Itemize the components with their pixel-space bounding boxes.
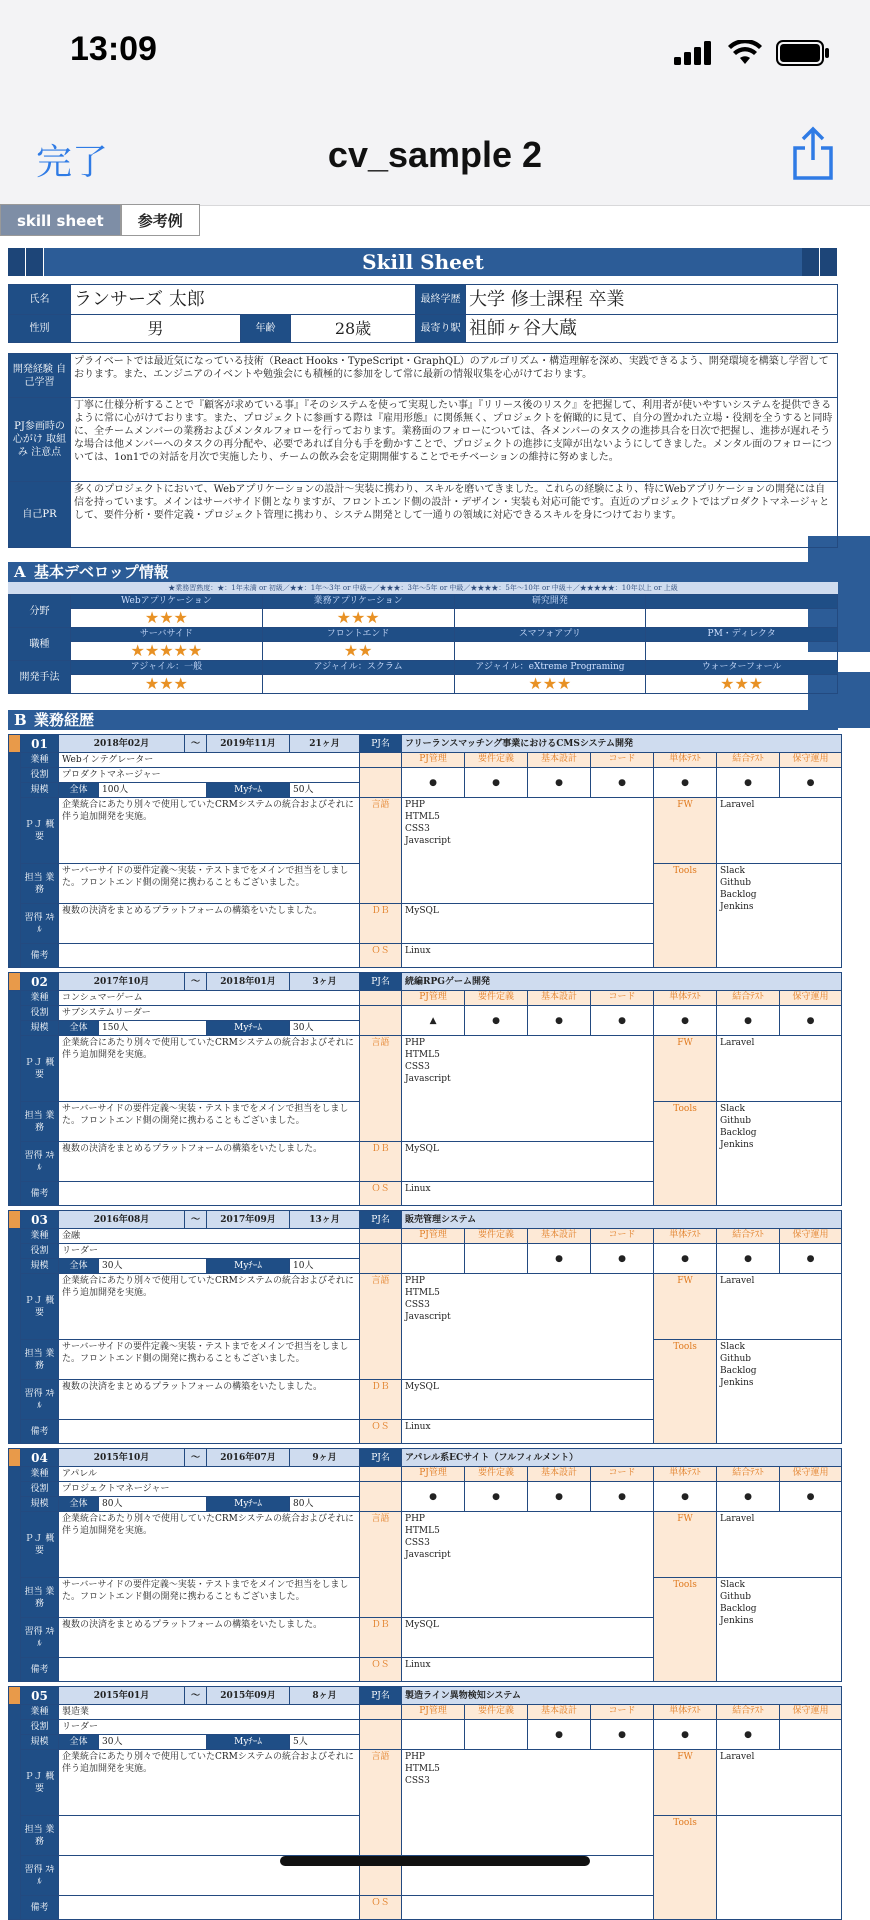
list-item: Javascript xyxy=(405,836,451,846)
list-item: Jenkins xyxy=(720,1140,754,1150)
intro-table xyxy=(8,353,838,548)
project-industry: 金融 xyxy=(59,1229,360,1244)
phase-label: 保守運用 xyxy=(780,1229,842,1244)
list-item: PHP xyxy=(405,800,425,810)
phase-label: 要件定義 xyxy=(465,753,528,768)
project-duration: 13ヶ月 xyxy=(290,1211,360,1229)
list-item: Jenkins xyxy=(720,1378,754,1388)
project-database: MySQL xyxy=(402,904,654,944)
phase-label: 基本設計 xyxy=(528,753,591,768)
project-framework: Laravel xyxy=(717,1036,842,1102)
project-industry: Webインテグレーター xyxy=(59,753,360,768)
phase-label: 結合ﾃｽﾄ xyxy=(717,991,780,1006)
project-number: 02 xyxy=(21,973,59,991)
phase-label: PJ管理 xyxy=(402,1705,465,1720)
skill-stars: ★★★ xyxy=(71,675,263,694)
project-team-size: 30人 xyxy=(290,1021,360,1036)
done-button[interactable]: 完了 xyxy=(36,141,109,182)
project-tools xyxy=(717,1102,842,1206)
skill-name xyxy=(646,595,838,609)
list-item: PHP xyxy=(405,1038,425,1048)
share-icon xyxy=(790,126,836,182)
project-os: Linux xyxy=(402,1658,654,1682)
name-value: ランサーズ 太郎 xyxy=(71,285,416,315)
phase-mark: ● xyxy=(717,1482,780,1512)
skill-table xyxy=(8,594,838,694)
phase-label: 基本設計 xyxy=(528,991,591,1006)
phase-label: 結合ﾃｽﾄ xyxy=(717,1467,780,1482)
project-name: 続編RPGゲーム開発 xyxy=(402,973,842,991)
education-value: 大学 修士課程 卒業 xyxy=(466,285,838,315)
phase-label: 保守運用 xyxy=(780,991,842,1006)
project-note xyxy=(59,1658,360,1682)
age-label: 年齢 xyxy=(241,315,291,343)
list-item: CSS3 xyxy=(405,1776,430,1786)
phase-label: 要件定義 xyxy=(465,1705,528,1720)
intro-text: 丁寧に仕様分析することで『顧客が求めている事』『そのシステムを使って実現したい事』『リリース後のリスク』を把握して、利用者が使いやすいシステムを提供できるように常に心がけております。また、プロジェクトに参画する際は『雇用形態』に関係無く、プロジェクトを俯瞰的に見て、自分の置かれた立場・役割を全うすると同時に、全チームメンバーの業務およびメンタルフォローを行っております。業務面のフォローについては、各メンバーのタスクの進捗具合を日次で把握し、進捗が遅れそうな場合は他メンバーへのタスクの再分配や、必要であれば自分も手を動かすことで、プロジェクトの進捗に支障が出ないようにしてきました。メンタル面のフォローについては、1on1での対話を月次で実施したり、チームの飲み会を定期開催することでモチベーションの維持に努めました。 xyxy=(71,398,838,482)
phase-mark: ● xyxy=(528,768,591,798)
list-item: HTML5 xyxy=(405,1764,440,1774)
status-bar xyxy=(0,0,870,108)
project-industry: アパレル xyxy=(59,1467,360,1482)
project-duty: サーバーサイドの要件定義〜実装・テストまでをメインで担当をしました。フロントエンド側の開発に携わることもございました。 xyxy=(59,864,360,904)
project-total-size: 80人 xyxy=(99,1497,207,1512)
project-number: 01 xyxy=(21,735,59,753)
list-item: CSS3 xyxy=(405,824,430,834)
skill-stars xyxy=(454,642,646,661)
name-label: 氏名 xyxy=(9,285,71,315)
phase-label: 保守運用 xyxy=(780,1705,842,1720)
skill-name: フロントエンド xyxy=(262,628,454,642)
project-marker xyxy=(9,973,21,991)
list-item: PHP xyxy=(405,1752,425,1762)
project-database: MySQL xyxy=(402,1618,654,1658)
phase-mark: ● xyxy=(717,1006,780,1036)
phase-mark: ● xyxy=(654,768,717,798)
intro-text: プライベートでは最近気になっている技術（React Hooks・TypeScript・GraphQL）のアルゴリズム・構造理解を深め、実践できるよう、開発環境を構築し学習しております。また、エンジニアのイベントや勉強会にも積極的に参加をして常に最新の情報収集を心がけております。 xyxy=(71,354,838,398)
project-start: 2018年02月 xyxy=(59,735,185,753)
project-framework: Laravel xyxy=(717,798,842,864)
project-team-size: 5人 xyxy=(290,1735,360,1750)
list-item: PHP xyxy=(405,1514,425,1524)
phase-mark: ● xyxy=(528,1006,591,1036)
sheet-title: Skill Sheet xyxy=(362,250,484,274)
project-os: Linux xyxy=(402,944,654,968)
project-name: 製造ライン異物検知システム xyxy=(402,1687,842,1705)
project-list xyxy=(8,734,838,1920)
wifi-icon xyxy=(728,40,762,66)
list-item: Slack xyxy=(720,1580,745,1590)
project-tools xyxy=(717,1340,842,1444)
list-item: HTML5 xyxy=(405,812,440,822)
project-name: アパレル系ECサイト（フルフィルメント） xyxy=(402,1449,842,1467)
project-duration: 21ヶ月 xyxy=(290,735,360,753)
skill-stars: ★★★ xyxy=(262,609,454,628)
phase-label: PJ管理 xyxy=(402,753,465,768)
project-learned-skill: 複数の決済をまとめるプラットフォームの構築をいたしました。 xyxy=(59,1380,360,1420)
list-item: Javascript xyxy=(405,1312,451,1322)
battery-icon xyxy=(776,40,830,66)
skill-stars xyxy=(646,642,838,661)
phase-label: コード xyxy=(591,1467,654,1482)
skill-stars: ★★★ xyxy=(71,609,263,628)
phase-mark: ● xyxy=(591,768,654,798)
project-total-size: 100人 xyxy=(99,783,207,798)
list-item: Backlog xyxy=(720,890,757,900)
project-end: 2019年11月 xyxy=(207,735,290,753)
project-total-size: 30人 xyxy=(99,1735,207,1750)
project-number: 05 xyxy=(21,1687,59,1705)
phase-mark xyxy=(402,1720,465,1750)
project-languages xyxy=(402,1750,654,1856)
list-item: Javascript xyxy=(405,1074,451,1084)
phase-mark: ● xyxy=(465,1006,528,1036)
project-block: 05 2015年01月 〜 2015年09月 8ヶ月 PJ名 製造ライン異物検知システム 業種 製造業 PJ管理 要件定義 基本設計 コード 単体ﾃｽﾄ 結合ﾃｽﾄ 保守運用 役割 リーダー ● ● ● ● 規模 全体 30人 Myﾁｰﾑ 5人 ＰＪ 概要 企業統合にあたり別々で使用していたCRMシステムの統合およびそれに伴う追加開発を実施。 言語 PHP HTML5 CSS3 FW Laravel 担当 業務 Tools 習得 ｽｷﾙ 備考 ＯＳ xyxy=(8,1686,842,1920)
skill-name: アジャイル：eXtreme Programing xyxy=(454,661,646,675)
phase-label: 要件定義 xyxy=(465,1467,528,1482)
skill-name: スマフォアプリ xyxy=(454,628,646,642)
project-languages xyxy=(402,798,654,904)
phase-label: PJ管理 xyxy=(402,991,465,1006)
phase-label: 保守運用 xyxy=(780,753,842,768)
tab-example[interactable]: 参考例 xyxy=(121,204,200,236)
list-item: PHP xyxy=(405,1276,425,1286)
section-b-title: 業務経歴 xyxy=(34,711,95,729)
project-role: サブシステムリーダー xyxy=(59,1006,360,1021)
project-overview: 企業統合にあたり別々で使用していたCRMシステムの統合およびそれに伴う追加開発を実施。 xyxy=(59,1750,360,1816)
document-title: cv_sample 2 xyxy=(327,134,543,175)
project-marker xyxy=(9,1211,21,1229)
project-tools xyxy=(717,864,842,968)
phase-label: コード xyxy=(591,1705,654,1720)
project-role: リーダー xyxy=(59,1244,360,1259)
project-languages xyxy=(402,1036,654,1142)
project-total-size: 30人 xyxy=(99,1259,207,1274)
list-item: Github xyxy=(720,878,752,888)
home-indicator xyxy=(280,1856,590,1866)
project-tools xyxy=(717,1578,842,1682)
phase-mark: ● xyxy=(717,1720,780,1750)
phase-label: 保守運用 xyxy=(780,1467,842,1482)
skill-stars xyxy=(262,675,454,694)
list-item: Backlog xyxy=(720,1366,757,1376)
skill-name: アジャイル：スクラム xyxy=(262,661,454,675)
phase-label: コード xyxy=(591,991,654,1006)
list-item: Javascript xyxy=(405,1550,451,1560)
project-block: 04 2015年10月 〜 2016年07月 9ヶ月 PJ名 アパレル系ECサイト（フルフィルメント） 業種 アパレル PJ管理 要件定義 基本設計 コード 単体ﾃｽﾄ 結合ﾃｽﾄ 保守運用 役割 プロジェクトマネージャー ● ● ● ● ● ● ● 規模 全体 80人 Myﾁｰﾑ 80人 ＰＪ 概要 企業統合にあたり別々で使用していたCRMシステムの統合およびそれに伴う追加開発を実施。 言語 PHP HTML5 CSS3 Javascript FW Laravel 担当 業務 サーバーサイドの要件定義〜実装・テストまでをメインで担当をしました。フロントエンド側の開発に携わることもございました。 Tools Slack Github Backlog Jenkins 習得 ｽｷﾙ 複数の決済をまとめるプラットフォームの構築をいたしました。 ＤＢ MySQL 備考 ＯＳ Linux xyxy=(8,1448,842,1682)
skill-row-label: 開発手法 xyxy=(9,661,71,694)
gender-label: 性別 xyxy=(9,315,71,343)
skill-stars: ★★★ xyxy=(454,675,646,694)
project-overview: 企業統合にあたり別々で使用していたCRMシステムの統合およびそれに伴う追加開発を実施。 xyxy=(59,1274,360,1340)
project-start: 2015年01月 xyxy=(59,1687,185,1705)
phase-mark: ● xyxy=(654,1720,717,1750)
project-block: 01 2018年02月 〜 2019年11月 21ヶ月 PJ名 フリーランスマッチング事業におけるCMSシステム開発 業種 Webインテグレーター PJ管理 要件定義 基本設計 コード 単体ﾃｽﾄ 結合ﾃｽﾄ 保守運用 役割 プロダクトマネージャー ● ● ● ● ● ● ● 規模 全体 100人 Myﾁｰﾑ 50人 ＰＪ 概要 企業統合にあたり別々で使用していたCRMシステムの統合およびそれに伴う追加開発を実施。 言語 PHP HTML5 CSS3 Javascript FW Laravel 担当 業務 サーバーサイドの要件定義〜実装・テストまでをメインで担当をしました。フロントエンド側の開発に携わることもございました。 Tools Slack Github Backlog Jenkins 習得 ｽｷﾙ 複数の決済をまとめるプラットフォームの構築をいたしました。 ＤＢ MySQL 備考 ＯＳ Linux xyxy=(8,734,842,968)
project-os xyxy=(402,1896,654,1920)
project-framework: Laravel xyxy=(717,1512,842,1578)
project-industry: コンシュマーゲーム xyxy=(59,991,360,1006)
status-time: 13:09 xyxy=(70,30,157,68)
profile-table xyxy=(8,284,838,343)
age-value: 28歳 xyxy=(291,315,416,343)
list-item: Github xyxy=(720,1592,752,1602)
skill-row-label: 分野 xyxy=(9,595,71,628)
phase-mark xyxy=(465,1720,528,1750)
skill-stars: ★★ xyxy=(262,642,454,661)
project-note xyxy=(59,1182,360,1206)
project-learned-skill: 複数の決済をまとめるプラットフォームの構築をいたしました。 xyxy=(59,1618,360,1658)
project-note xyxy=(59,944,360,968)
phase-label: 要件定義 xyxy=(465,1229,528,1244)
skill-stars: ★★★★★ xyxy=(71,642,263,661)
project-duty: サーバーサイドの要件定義〜実装・テストまでをメインで担当をしました。フロントエンド側の開発に携わることもございました。 xyxy=(59,1102,360,1142)
phase-label: 単体ﾃｽﾄ xyxy=(654,991,717,1006)
phase-label: 結合ﾃｽﾄ xyxy=(717,753,780,768)
project-industry: 製造業 xyxy=(59,1705,360,1720)
list-item: Jenkins xyxy=(720,902,754,912)
project-role: リーダー xyxy=(59,1720,360,1735)
project-os: Linux xyxy=(402,1420,654,1444)
phase-label: 基本設計 xyxy=(528,1467,591,1482)
list-item: HTML5 xyxy=(405,1050,440,1060)
list-item: Github xyxy=(720,1354,752,1364)
phase-mark: ● xyxy=(402,768,465,798)
phase-label: コード xyxy=(591,1229,654,1244)
list-item: Slack xyxy=(720,1104,745,1114)
project-start: 2016年08月 xyxy=(59,1211,185,1229)
project-block: 03 2016年08月 〜 2017年09月 13ヶ月 PJ名 販売管理システム 業種 金融 PJ管理 要件定義 基本設計 コード 単体ﾃｽﾄ 結合ﾃｽﾄ 保守運用 役割 リーダー ● ● ● ● ● 規模 全体 30人 Myﾁｰﾑ 10人 ＰＪ 概要 企業統合にあたり別々で使用していたCRMシステムの統合およびそれに伴う追加開発を実施。 言語 PHP HTML5 CSS3 Javascript FW Laravel 担当 業務 サーバーサイドの要件定義〜実装・テストまでをメインで担当をしました。フロントエンド側の開発に携わることもございました。 Tools Slack Github Backlog Jenkins 習得 ｽｷﾙ 複数の決済をまとめるプラットフォームの構築をいたしました。 ＤＢ MySQL 備考 ＯＳ Linux xyxy=(8,1210,842,1444)
phase-label: 単体ﾃｽﾄ xyxy=(654,1467,717,1482)
skill-stars xyxy=(454,609,646,628)
list-item: Backlog xyxy=(720,1128,757,1138)
phase-label: 単体ﾃｽﾄ xyxy=(654,1705,717,1720)
project-framework: Laravel xyxy=(717,1274,842,1340)
project-os: Linux xyxy=(402,1182,654,1206)
phase-mark: ● xyxy=(780,1482,842,1512)
phase-mark: ● xyxy=(780,768,842,798)
project-learned-skill: 複数の決済をまとめるプラットフォームの構築をいたしました。 xyxy=(59,1142,360,1182)
intro-label: 開発経験 自己学習 xyxy=(9,354,71,398)
phase-mark: ● xyxy=(528,1244,591,1274)
project-start: 2017年10月 xyxy=(59,973,185,991)
navigation-bar xyxy=(0,108,870,206)
sheet-tabs xyxy=(0,204,200,238)
project-team-size: 50人 xyxy=(290,783,360,798)
section-b-header: B 業務経歴 xyxy=(8,710,838,730)
phase-mark: ● xyxy=(717,768,780,798)
skill-name: サーバサイド xyxy=(71,628,263,642)
skill-legend: ★業務習熟度：★：1年未満 or 初級／★★：1年〜3年 or 中級−／★★★：3年〜5年 or 中級／★★★★：5年〜10年 or 中級＋／★★★★★：10年以上 or 上級 xyxy=(8,582,838,594)
list-item: Slack xyxy=(720,866,745,876)
intro-text: 多くのプロジェクトにおいて、Webアプリケーションの設計〜実装に携わり、スキルを磨いてきました。これらの経験により、特にWebアプリケーションの開発には自信を持っています。メインはサーバサイド側となりますが、フロントエンド側の設計・デザイン・実装も対応可能です。直近のプロジェクトではプロダクトマネージャとして、要件分析・要件定義・プロジェクト管理に携わり、システム開発として一通りの領域に対応できるスキルを身につけております。 xyxy=(71,482,838,548)
phase-mark: ▲ xyxy=(402,1006,465,1036)
project-database: MySQL xyxy=(402,1142,654,1182)
list-item: Github xyxy=(720,1116,752,1126)
phase-mark xyxy=(402,1244,465,1274)
sheet-title-bar xyxy=(8,248,838,276)
project-block: 02 2017年10月 〜 2018年01月 3ヶ月 PJ名 続編RPGゲーム開発 業種 コンシュマーゲーム PJ管理 要件定義 基本設計 コード 単体ﾃｽﾄ 結合ﾃｽﾄ 保守運用 役割 サブシステムリーダー ▲ ● ● ● ● ● ● 規模 全体 150人 Myﾁｰﾑ 30人 ＰＪ 概要 企業統合にあたり別々で使用していたCRMシステムの統合およびそれに伴う追加開発を実施。 言語 PHP HTML5 CSS3 Javascript FW Laravel 担当 業務 サーバーサイドの要件定義〜実装・テストまでをメインで担当をしました。フロントエンド側の開発に携わることもございました。 Tools Slack Github Backlog Jenkins 習得 ｽｷﾙ 複数の決済をまとめるプラットフォームの構築をいたしました。 ＤＢ MySQL 備考 ＯＳ Linux xyxy=(8,972,842,1206)
phase-label: 結合ﾃｽﾄ xyxy=(717,1229,780,1244)
phase-mark: ● xyxy=(465,768,528,798)
phase-label: PJ管理 xyxy=(402,1467,465,1482)
list-item: HTML5 xyxy=(405,1288,440,1298)
skill-stars xyxy=(646,609,838,628)
intro-label: 自己PR xyxy=(9,482,71,548)
phase-mark: ● xyxy=(591,1006,654,1036)
project-overview: 企業統合にあたり別々で使用していたCRMシステムの統合およびそれに伴う追加開発を実施。 xyxy=(59,798,360,864)
station-value: 祖師ヶ谷大蔵 xyxy=(466,315,838,343)
project-overview: 企業統合にあたり別々で使用していたCRMシステムの統合およびそれに伴う追加開発を実施。 xyxy=(59,1036,360,1102)
project-number: 03 xyxy=(21,1211,59,1229)
signal-icon xyxy=(674,41,714,65)
phase-label: 単体ﾃｽﾄ xyxy=(654,1229,717,1244)
skill-row-label: 職種 xyxy=(9,628,71,661)
project-end: 2018年01月 xyxy=(207,973,290,991)
phase-label: PJ管理 xyxy=(402,1229,465,1244)
skill-name: 研究開発 xyxy=(454,595,646,609)
project-database: MySQL xyxy=(402,1380,654,1420)
project-tools xyxy=(717,1816,842,1920)
phase-label: 要件定義 xyxy=(465,991,528,1006)
project-note xyxy=(59,1896,360,1920)
phase-label: 単体ﾃｽﾄ xyxy=(654,753,717,768)
phase-mark: ● xyxy=(528,1720,591,1750)
list-item: CSS3 xyxy=(405,1538,430,1548)
project-marker xyxy=(9,1687,21,1705)
phase-mark: ● xyxy=(528,1482,591,1512)
project-name: 販売管理システム xyxy=(402,1211,842,1229)
phase-mark: ● xyxy=(591,1482,654,1512)
project-duty xyxy=(59,1816,360,1856)
list-item: Slack xyxy=(720,1342,745,1352)
project-team-size: 80人 xyxy=(290,1497,360,1512)
education-label: 最終学歴 xyxy=(416,285,466,315)
project-team-size: 10人 xyxy=(290,1259,360,1274)
phase-label: 基本設計 xyxy=(528,1705,591,1720)
project-framework: Laravel xyxy=(717,1750,842,1816)
skill-name: PM・ディレクタ xyxy=(646,628,838,642)
phase-mark: ● xyxy=(780,1006,842,1036)
phase-label: 基本設計 xyxy=(528,1229,591,1244)
project-end: 2015年09月 xyxy=(207,1687,290,1705)
phase-mark: ● xyxy=(654,1006,717,1036)
list-item: Jenkins xyxy=(720,1616,754,1626)
project-duty: サーバーサイドの要件定義〜実装・テストまでをメインで担当をしました。フロントエンド側の開発に携わることもございました。 xyxy=(59,1340,360,1380)
skill-stars: ★★★ xyxy=(646,675,838,694)
project-marker xyxy=(9,735,21,753)
project-languages xyxy=(402,1512,654,1618)
phase-mark: ● xyxy=(402,1482,465,1512)
project-role: プロダクトマネージャー xyxy=(59,768,360,783)
project-duration: 3ヶ月 xyxy=(290,973,360,991)
phase-mark: ● xyxy=(717,1244,780,1274)
share-button[interactable] xyxy=(790,126,836,186)
list-item: CSS3 xyxy=(405,1062,430,1072)
project-overview: 企業統合にあたり別々で使用していたCRMシステムの統合およびそれに伴う追加開発を実施。 xyxy=(59,1512,360,1578)
skill-name: アジャイル：一般 xyxy=(71,661,263,675)
skill-name: ウォーターフォール xyxy=(646,661,838,675)
intro-label: PJ参画時の心がけ 取組み 注意点 xyxy=(9,398,71,482)
phase-mark: ● xyxy=(654,1482,717,1512)
station-label: 最寄り駅 xyxy=(416,315,466,343)
phase-mark: ● xyxy=(591,1720,654,1750)
system-icons xyxy=(674,40,830,66)
skill-name: Webアプリケーション xyxy=(71,595,263,609)
phase-label: コード xyxy=(591,753,654,768)
phase-mark xyxy=(465,1244,528,1274)
project-languages xyxy=(402,1274,654,1380)
project-total-size: 150人 xyxy=(99,1021,207,1036)
list-item: Backlog xyxy=(720,1604,757,1614)
list-item: CSS3 xyxy=(405,1300,430,1310)
project-role: プロジェクトマネージャー xyxy=(59,1482,360,1497)
phase-mark: ● xyxy=(654,1244,717,1274)
project-duty: サーバーサイドの要件定義〜実装・テストまでをメインで担当をしました。フロントエンド側の開発に携わることもございました。 xyxy=(59,1578,360,1618)
phase-label: 結合ﾃｽﾄ xyxy=(717,1705,780,1720)
project-learned-skill: 複数の決済をまとめるプラットフォームの構築をいたしました。 xyxy=(59,904,360,944)
section-a-title: 基本デベロップ情報 xyxy=(34,563,169,581)
section-a-header: A 基本デベロップ情報 xyxy=(8,562,838,582)
gender-value: 男 xyxy=(71,315,241,343)
project-end: 2016年07月 xyxy=(207,1449,290,1467)
project-end: 2017年09月 xyxy=(207,1211,290,1229)
project-duration: 8ヶ月 xyxy=(290,1687,360,1705)
list-item: HTML5 xyxy=(405,1526,440,1536)
project-start: 2015年10月 xyxy=(59,1449,185,1467)
project-number: 04 xyxy=(21,1449,59,1467)
phase-mark xyxy=(780,1720,842,1750)
skill-name: 業務アプリケーション xyxy=(262,595,454,609)
project-duration: 9ヶ月 xyxy=(290,1449,360,1467)
project-name: フリーランスマッチング事業におけるCMSシステム開発 xyxy=(402,735,842,753)
phase-mark: ● xyxy=(465,1482,528,1512)
skill-sheet xyxy=(8,248,838,1920)
phase-mark: ● xyxy=(591,1244,654,1274)
tab-skill-sheet[interactable]: skill sheet xyxy=(0,204,121,236)
phase-mark: ● xyxy=(780,1244,842,1274)
project-marker xyxy=(9,1449,21,1467)
project-note xyxy=(59,1420,360,1444)
